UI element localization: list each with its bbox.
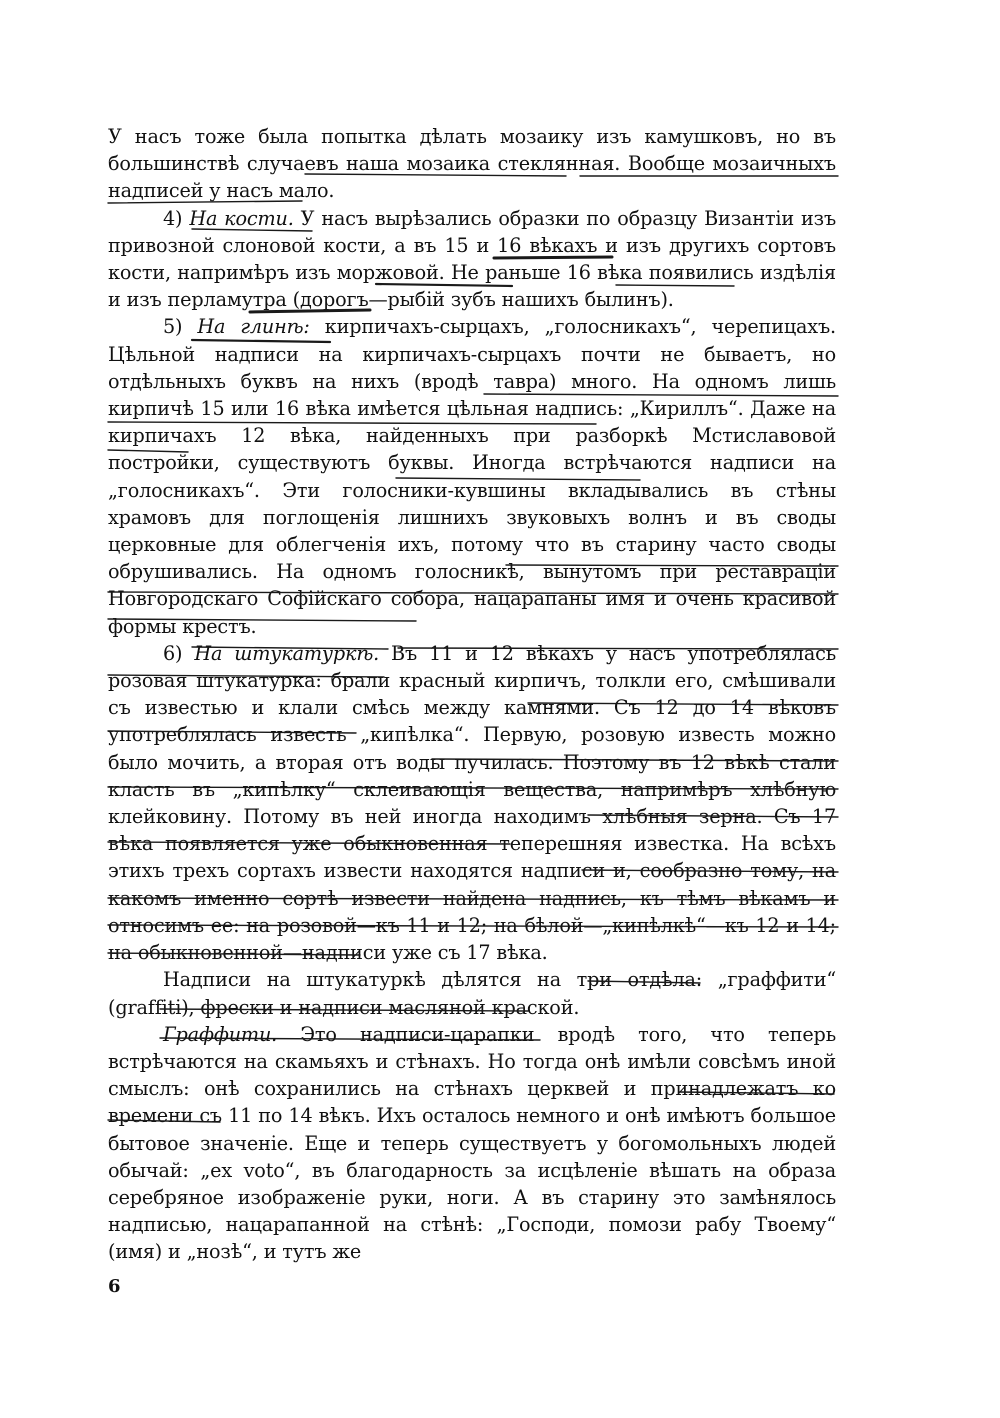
page-number: 6 — [108, 1276, 121, 1297]
paragraph — [108, 123, 836, 205]
paragraph — [108, 640, 836, 966]
paragraph-text: Надписи на штукатуркѣ дѣлятся на три отдѣла: „граффити“ (graffiti), фрески и надписи масляной краской. — [108, 968, 836, 1019]
paragraph-text: кирпичахъ-сырцахъ, „голосникахъ“, черепицахъ. Цѣльной надписи на кирпичахъ-сырцахъ почти не бываетъ, но отдѣльныхъ буквъ на нихъ (вродѣ тавра) много. На одномъ лишь кирпичѣ 15 или 16 вѣка имѣется цѣльная надпись: „Кириллъ“. Даже на кирпичахъ 12 вѣка, найденныхъ при разборкѣ Мстиславовой постройки, существуютъ буквы. Иногда встрѣчаются надписи на „голосникахъ“. Эти голосники-кувшины вкладывались въ стѣны храмовъ для поглощенія лишнихъ звуковыхъ волнъ и въ своды церковные для облегченія ихъ, потому что въ старину часто своды обрушивались. На одномъ голосникѣ, вынутомъ при реставраціи Новгородскаго Софійскаго собора, нацарапаны имя и очень красивой формы крестъ. — [108, 315, 836, 638]
paragraph-text: 6) — [163, 641, 195, 665]
paragraph — [108, 205, 836, 314]
body-text — [108, 123, 836, 1266]
section-heading: Граффити. — [163, 1022, 278, 1046]
paragraph — [108, 966, 836, 1020]
paragraph — [108, 1021, 836, 1266]
paragraph-text: Это надписи-царапки вродѣ того, что теперь встрѣчаются на скамьяхъ и стѣнахъ. Но тогда онѣ имѣли совсѣмъ иной смыслъ: онѣ сохранились на стѣнахъ церквей и принадлежатъ ко времени съ 11 по 14 вѣкъ. Ихъ осталось немного и онѣ имѣютъ большое бытовое значеніе. Еще и теперь существуетъ у богомольныхъ людей обычай: „ex voto“, въ благодарность за исцѣленіе вѣшать на образа серебряное изображеніе руки, ноги. А въ старину это замѣнялось надписью, нацарапанной на стѣнѣ: „Господи, помози рабу Твоему“ (имя) и „нозѣ“, и тутъ же — [108, 1022, 836, 1264]
paragraph-text: 5) — [163, 315, 198, 339]
section-heading: На глинѣ: — [197, 315, 310, 339]
paragraph-text: Въ 11 и 12 вѣкахъ у насъ употреблялась розовая штукатурка: брали красный кирпичъ, толкли его, смѣшивали съ известью и клали смѣсь между камнями. Съ 12 до 14 вѣковъ употреблялась известь „кипѣлка“. Первую, розовую известь можно было мочить, а вторая отъ воды пучилась. Поэтому въ 12 вѣкѣ стали класть въ „кипѣлку“ склеивающія вещества, напримѣръ хлѣбную клейковину. Потому въ ней иногда находимъ хлѣбныя зерна. Съ 17 вѣка появляется уже обыкновенная теперешняя известка. На всѣхъ этихъ трехъ сортахъ извести находятся надписи и, сообразно тому, на какомъ именно сортѣ извести найдена надпись, къ тѣмъ вѣкамъ и относимъ ее: на розовой—къ 11 и 12; на бѣлой—„кипѣлкѣ“—къ 12 и 14; на обыкновенной—надписи уже съ 17 вѣка. — [108, 641, 837, 965]
paragraph-text: 4) — [163, 206, 190, 230]
paragraph — [108, 313, 836, 639]
paragraph-text: У насъ тоже была попытка дѣлать мозаику изъ камушковъ, но въ большинствѣ случаевъ наша мозаика стеклянная. Вообще мозаичныхъ надписей у насъ мало. — [108, 125, 836, 203]
section-heading: На штукатуркѣ. — [194, 641, 380, 665]
section-heading: На кости. — [189, 206, 294, 230]
paragraph-text: У насъ вырѣзались образки по образцу Византіи изъ привозной слоновой кости, а въ 15 и 16 вѣкахъ и изъ другихъ сортовъ кости, напримѣръ изъ моржовой. Не раньше 16 вѣка появились издѣлія и изъ перламутра (дорогъ—рыбій зубъ нашихъ былинъ). — [108, 206, 836, 312]
